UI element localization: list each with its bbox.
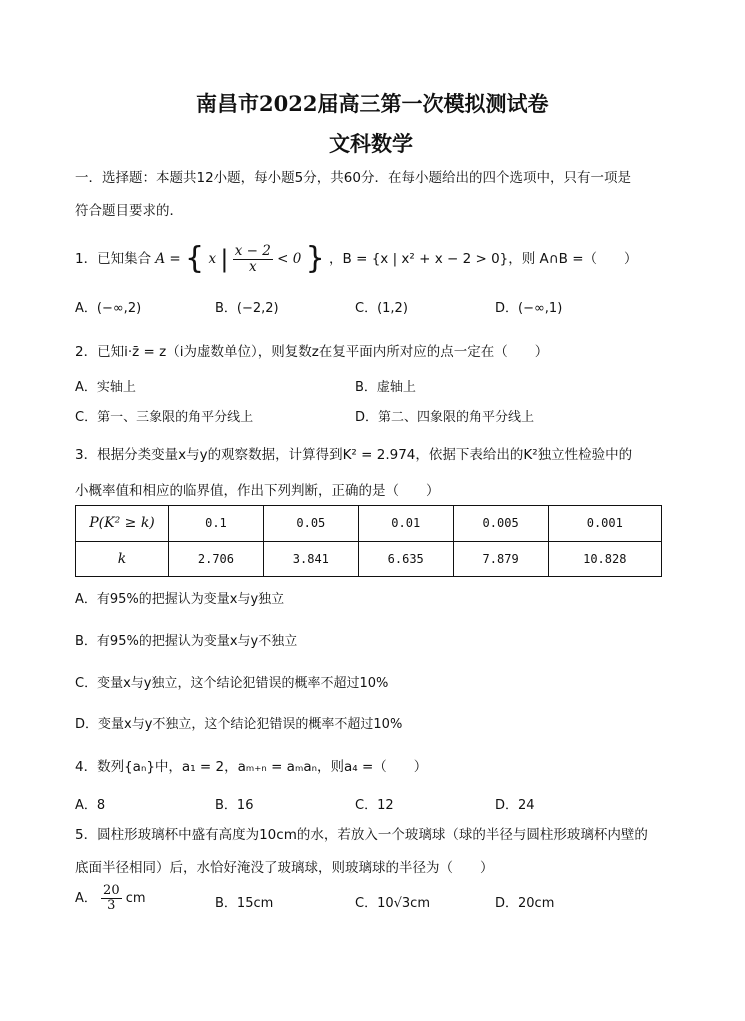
q2-option-d[interactable]: D．第二、四象限的角平分线上 xyxy=(355,410,535,425)
question-2-stem: 2．已知i·z̄ = z（i为虚数单位），则复数z在复平面内所对应的点一定在（ ） xyxy=(75,344,549,360)
q5-option-a-unit: cm xyxy=(125,891,146,906)
q4-option-c[interactable]: C．12 xyxy=(355,798,394,813)
left-brace-icon: { xyxy=(185,241,205,276)
table-head-probability: P(K² ≥ k) xyxy=(76,506,169,542)
question-5-stem-line2: 底面半径相同）后，水恰好淹没了玻璃球，则玻璃球的半径为（ ） xyxy=(75,860,494,876)
q3-option-c[interactable]: C．变量x与y独立，这个结论犯错误的概率不超过10% xyxy=(75,676,389,691)
table-cell: 7.879 xyxy=(453,541,548,577)
vertical-bar-icon: | xyxy=(220,245,229,273)
q5-option-d[interactable]: D．20cm xyxy=(495,896,555,911)
section-instruction-line2: 符合题目要求的． xyxy=(75,203,183,219)
q1-option-c[interactable]: C．(1,2) xyxy=(355,301,408,316)
q5-option-b[interactable]: B．15cm xyxy=(215,896,274,911)
table-head-k: k xyxy=(76,541,169,577)
page-subtitle: 文科数学 xyxy=(329,131,413,156)
table-row-critical-k xyxy=(76,541,662,577)
q2-option-a[interactable]: A．实轴上 xyxy=(75,380,136,395)
q3-option-b[interactable]: B．有95%的把握认为变量x与y不独立 xyxy=(75,634,298,649)
table-cell: 2.706 xyxy=(169,541,264,577)
question-4-stem: 4．数列{aₙ}中，a₁ = 2，aₘ₊ₙ = aₘaₙ，则a₄ =（ ） xyxy=(75,759,428,775)
q3-option-d[interactable]: D．变量x与y不独立，这个结论犯错误的概率不超过10% xyxy=(75,717,403,732)
q1-set-a-var: x xyxy=(208,251,217,267)
table-cell: 0.05 xyxy=(263,506,358,542)
table-cell: 0.1 xyxy=(169,506,264,542)
page-title: 南昌市2022届高三第一次模拟测试卷 xyxy=(196,91,549,116)
q1-option-d[interactable]: D．(−∞,1) xyxy=(495,301,563,316)
q1-option-b[interactable]: B．(−2,2) xyxy=(215,301,279,316)
question-1-stem xyxy=(75,240,638,278)
table-cell: 3.841 xyxy=(263,541,358,577)
q1-frac-denominator: x xyxy=(248,258,257,275)
q1-set-a-tail: < 0 xyxy=(277,251,302,267)
table-row-probability xyxy=(76,506,662,542)
q2-option-c[interactable]: C．第一、三象限的角平分线上 xyxy=(75,410,254,425)
question-3-stem-line1: 3．根据分类变量x与y的观察数据，计算得到K² = 2.974，依据下表给出的K²独立性检验中的 xyxy=(75,447,633,463)
q1-frac-numerator: x − 2 xyxy=(234,243,271,260)
table-cell: 0.001 xyxy=(548,506,661,542)
q1-set-a-lhs: A = xyxy=(155,251,186,267)
table-cell: 0.005 xyxy=(453,506,548,542)
q2-option-b[interactable]: B．虚轴上 xyxy=(355,380,416,395)
q4-option-b[interactable]: B．16 xyxy=(215,798,254,813)
q5-option-a-numerator: 20 xyxy=(103,883,120,899)
right-brace-icon: } xyxy=(305,241,325,276)
question-5-stem-line1: 5．圆柱形玻璃杯中盛有高度为10cm的水，若放入一个玻璃球（球的半径与圆柱形玻璃杯内壁的 xyxy=(75,827,648,843)
question-3-stem-line2: 小概率值和相应的临界值，作出下列判断，正确的是（ ） xyxy=(75,483,440,499)
q4-option-a[interactable]: A．8 xyxy=(75,798,106,813)
table-cell: 10.828 xyxy=(548,541,661,577)
section-instruction-line1: 一．选择题：本题共12小题，每小题5分，共60分．在每小题给出的四个选项中，只有一项是 xyxy=(75,170,631,186)
q5-option-a-denominator: 3 xyxy=(107,898,116,913)
q1-set-b: ，B = {x | x² + x − 2 > 0}，则 A∩B =（ ） xyxy=(329,251,638,267)
q1-fraction xyxy=(233,244,273,273)
table-cell: 0.01 xyxy=(358,506,453,542)
q1-stem-prefix: 1．已知集合 xyxy=(75,251,152,267)
q5-option-a[interactable] xyxy=(75,880,146,918)
q5-option-a-fraction xyxy=(101,884,122,912)
q1-option-a[interactable]: A．(−∞,2) xyxy=(75,301,142,316)
table-cell: 6.635 xyxy=(358,541,453,577)
q4-option-d[interactable]: D．24 xyxy=(495,798,535,813)
critical-value-table xyxy=(75,505,662,577)
q3-option-a[interactable]: A．有95%的把握认为变量x与y独立 xyxy=(75,592,285,607)
q5-option-c[interactable]: C．10√3cm xyxy=(355,896,430,911)
q5-option-a-prefix: A． xyxy=(75,891,97,906)
